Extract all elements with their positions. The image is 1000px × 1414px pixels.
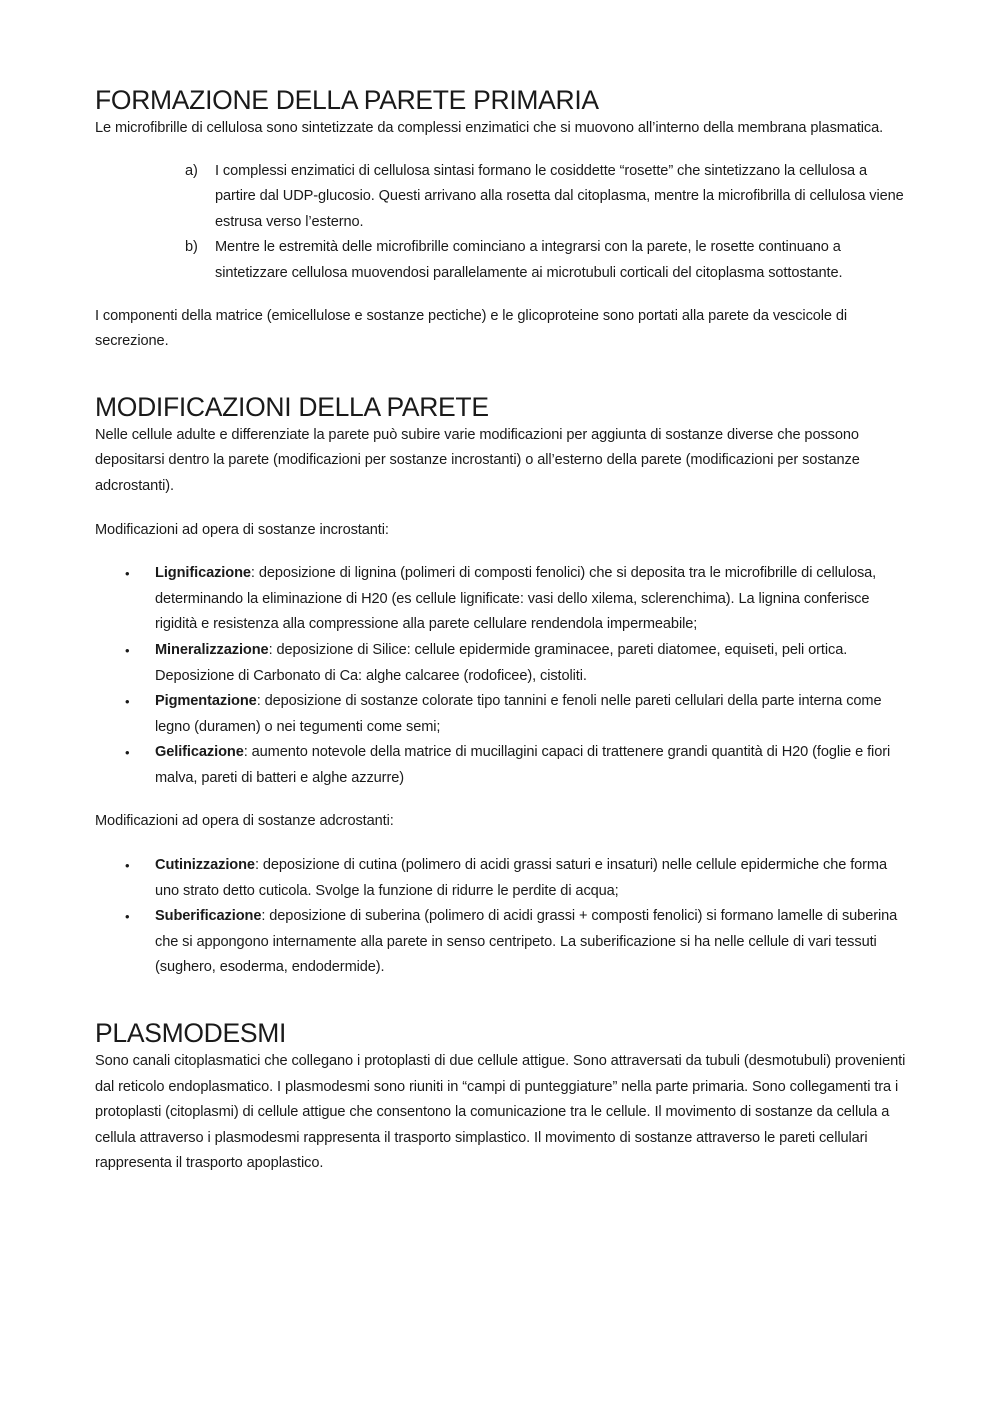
document-content bbox=[95, 84, 910, 1177]
list-item bbox=[185, 235, 910, 286]
bullet-icon: • bbox=[125, 566, 130, 582]
list-item bbox=[125, 638, 910, 689]
section-intro-modificazioni: Nelle cellule adulte e differenziate la parete può subire varie modificazioni per aggiunta di sostanze diverse che possono depositarsi dentro la parete (modificazioni per sostanze incrostanti) o all’esterno della parete (modificazioni per sostanze adcrostanti). bbox=[95, 426, 860, 494]
adcrostanti-heading: Modificazioni ad opera di sostanze adcrostanti: bbox=[95, 813, 394, 830]
term: Gelificazione bbox=[155, 744, 244, 761]
bullet-icon: • bbox=[125, 694, 130, 710]
incrostanti-list bbox=[95, 561, 910, 791]
section-intro-formazione: Le microfibrille di cellulosa sono sintetizzate da complessi enzimatici che si muovono all’interno della membrana plasmatica. bbox=[95, 120, 884, 136]
incrostanti-heading: Modificazioni ad opera di sostanze incrostanti: bbox=[95, 521, 389, 538]
term: Mineralizzazione bbox=[155, 641, 269, 658]
definition: : aumento notevole della matrice di mucillagini capaci di trattenere grandi quantità di H20 (foglie e fiori malva, pareti di batteri e alghe azzurre) bbox=[155, 744, 891, 786]
section-title-formazione: FORMAZIONE DELLA PARETE PRIMARIA bbox=[95, 85, 599, 115]
section-outro-formazione: I componenti della matrice (emicellulose e sostanze pectiche) e le glicoproteine sono portati alla parete da vescicole di secrezione. bbox=[95, 307, 848, 350]
bullet-icon: • bbox=[125, 745, 130, 761]
list-marker: a) bbox=[185, 162, 198, 179]
list-item-text: Mentre le estremità delle microfibrille cominciano a integrarsi con la parete, le rosette continuano a sintetizzare cellulosa muovendosi parallelamente ai microtubuli corticali del citoplasma sottostante. bbox=[215, 239, 843, 281]
term: Lignificazione bbox=[155, 565, 251, 582]
definition: : deposizione di suberina (polimero di acidi grassi + composti fenolici) si formano lamelle di suberina che si appongono internamente alla parete in senso centripeto. La suberificazione si ha nelle cellule di vari tessuti (sughero, esoderma, endodermide). bbox=[155, 908, 898, 976]
adcrostanti-list bbox=[95, 853, 910, 981]
definition: : deposizione di sostanze colorate tipo tannini e fenoli nelle pareti cellulari della parte interna come legno (duramen) o nei tegumenti come semi; bbox=[155, 693, 882, 735]
list-item bbox=[185, 159, 910, 236]
section-body-plasmodesmi: Sono canali citoplasmatici che collegano i protoplasti di due cellule attigue. Sono attraversati da tubuli (desmotubuli) provenienti dal reticolo endoplasmatico. I plasmodesmi sono riuniti in “campi di punteggiature” nella parte primaria. Sono collegamenti tra i protoplasti (citoplasmi) di cellule attigue che consentono la comunicazione tra le cellule. Il movimento di sostanze da cellula a cellula attraverso i plasmodesmi rappresenta il trasporto simplastico. Il movimento di sostanze attraverso le pareti cellulari rappresenta il trasporto apoplastico. bbox=[95, 1053, 906, 1172]
list-item bbox=[125, 904, 910, 981]
list-item bbox=[125, 689, 910, 740]
section-title-modificazioni: MODIFICAZIONI DELLA PARETE bbox=[95, 391, 489, 422]
definition: : deposizione di lignina (polimeri di composti fenolici) che si deposita tra le microfibrille di cellulosa, determinando la eliminazione di H20 (es cellule lignificate: vasi dello xilema, sclerenchima). La lignina conferisce rigidità e resistenza alla compressione alla parete cellulare rendendola impermeabile; bbox=[155, 565, 877, 633]
alpha-list bbox=[95, 159, 910, 287]
list-item bbox=[125, 561, 910, 638]
section-title-plasmodesmi: PLASMODESMI bbox=[95, 1018, 287, 1049]
list-marker: b) bbox=[185, 239, 198, 256]
list-item bbox=[125, 853, 910, 904]
bullet-icon: • bbox=[125, 642, 130, 658]
term: Suberificazione bbox=[155, 908, 262, 925]
bullet-icon: • bbox=[125, 858, 130, 874]
definition: : deposizione di Silice: cellule epidermide graminacee, pareti diatomee, equiseti, peli ortica. Deposizione di Carbonato di Ca: alghe calcaree (rodoficee), cistoliti. bbox=[155, 641, 848, 684]
list-item-text: I complessi enzimatici di cellulosa sintasi formano le cosiddette “rosette” che sintetizzano la cellulosa a partire dal UDP-glucosio. Questi arrivano alla rosetta dal citoplasma, mentre la microfibrilla di cellulosa viene estrusa verso l’esterno. bbox=[215, 162, 904, 230]
definition: : deposizione di cutina (polimero di acidi grassi saturi e insaturi) nelle cellule epidermiche che forma uno strato detto cuticola. Svolge la funzione di ridurre le perdite di acqua; bbox=[155, 857, 887, 899]
list-item bbox=[125, 740, 910, 791]
term: Cutinizzazione bbox=[155, 857, 255, 874]
bullet-icon: • bbox=[125, 909, 130, 925]
term: Pigmentazione bbox=[155, 693, 257, 710]
